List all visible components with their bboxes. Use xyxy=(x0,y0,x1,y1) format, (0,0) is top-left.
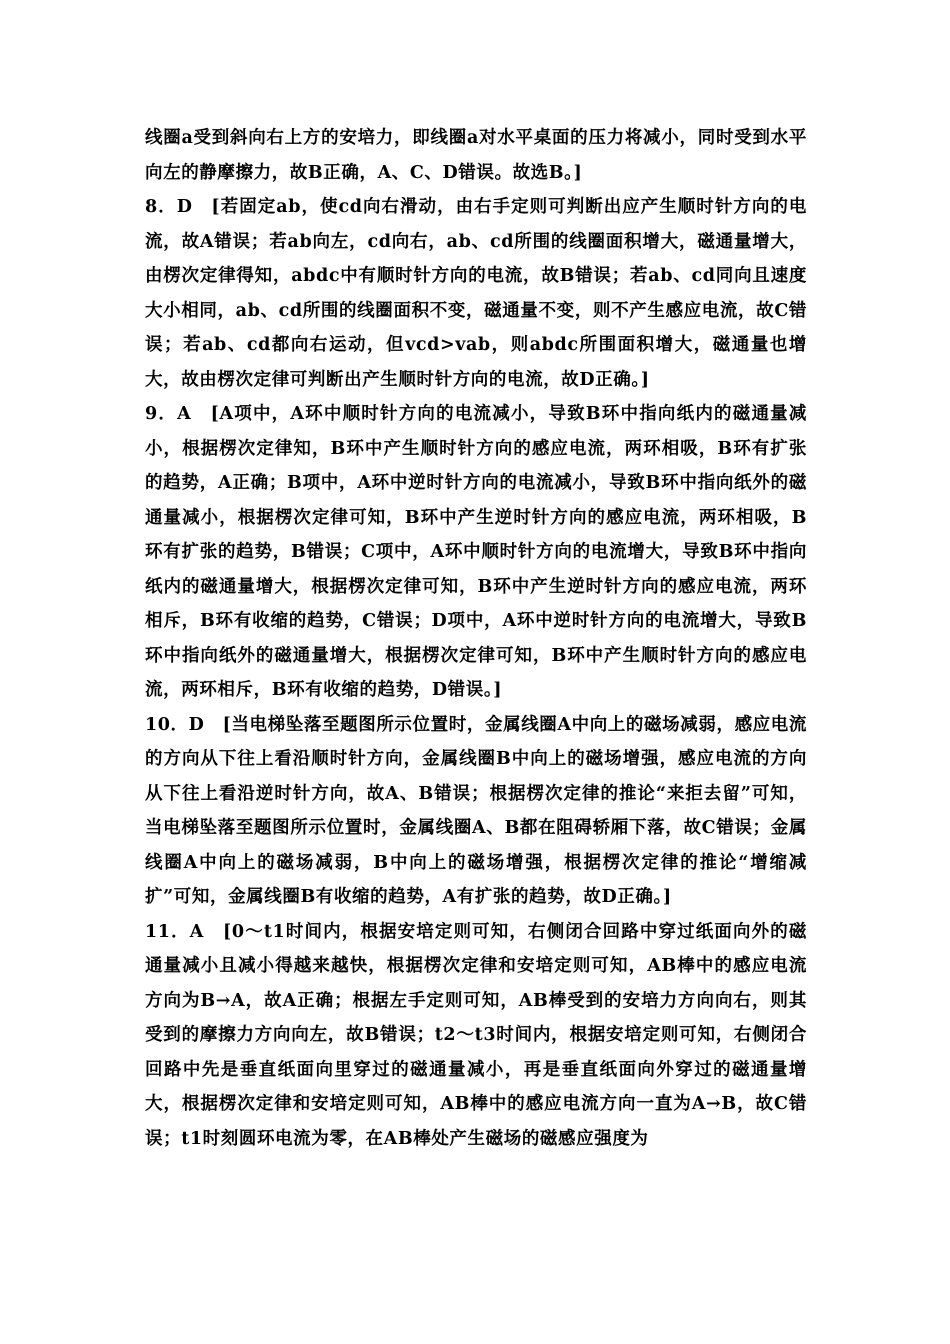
paragraph-answer-8: 8．D [若固定ab，使cd向右滑动，由右手定则可判断出应产生顺时针方向的电流，故A错误；若ab向左，cd向右，ab、cd所围的线圈面积增大，磁通量增大，由楞次定律得知，abdc中有顺时针方向的电流，故B错误；若ab、cd同向且速度大小相同，ab、cd所围的线圈面积不变，磁通量不变，则不产生感应电流，故C错误；若ab、cd都向右运动，但vcd>vab，则abdc所围面积增大，磁通量也增大，故由楞次定律可判断出产生顺时针方向的电流，故D正确。] xyxy=(145,197,807,390)
paragraph-answer-10: 10．D [当电梯坠落至题图所示位置时，金属线圈A中向上的磁场减弱，感应电流的方向从下往上看沿顺时针方向，金属线圈B中向上的磁场增强，感应电流的方向从下往上看沿逆时针方向，故A、B错误；根据楞次定律的推论“来拒去留”可知，当电梯坠落至题图所示位置时，金属线圈A、B都在阻碍轿厢下落，故C错误；金属线圈A中向上的磁场减弱，B中向上的磁场增强，根据楞次定律的推论“增缩减扩”可知，金属线圈B有收缩的趋势，A有扩张的趋势，故D正确。] xyxy=(145,714,807,907)
paragraph-answer-11: 11．A [0～t1时间内，根据安培定则可知，右侧闭合回路中穿过纸面向外的磁通量减小且减小得越来越快，根据楞次定律和安培定则可知，AB棒中的感应电流方向为B→A，故A正确；根据左手定则可知，AB棒受到的安培力方向向右，则其受到的摩擦力方向向左，故B错误；t2～t3时间内，根据安培定则可知，右侧闭合回路中先是垂直纸面向里穿过的磁通量减小，再是垂直纸面向外穿过的磁通量增大，根据楞次定律和安培定则可知，AB棒中的感应电流方向一直为A→B，故C错误；t1时刻圆环电流为零，在AB棒处产生磁场的磁感应强度为 xyxy=(145,921,807,1149)
answer-text-body xyxy=(145,121,807,1156)
paragraph-answer-9: 9．A [A项中，A环中顺时针方向的电流减小，导致B环中指向纸内的磁通量减小，根据楞次定律知，B环中产生顺时针方向的感应电流，两环相吸，B环有扩张的趋势，A正确；B项中，A环中逆时针方向的电流减小，导致B环中指向纸外的磁通量减小，根据楞次定律可知，B环中产生逆时针方向的感应电流，两环相吸，B环有扩张的趋势，B错误；C项中，A环中顺时针方向的电流增大，导致B环中指向纸内的磁通量增大，根据楞次定律可知，B环中产生逆时针方向的感应电流，两环相斥，B环有收缩的趋势，C错误；D项中，A环中逆时针方向的电流增大，导致B环中指向纸外的磁通量增大，根据楞次定律可知，B环中产生顺时针方向的感应电流，两环相斥，B环有收缩的趋势，D错误。] xyxy=(145,404,807,700)
paragraph-continuation-q7: 线圈a受到斜向右上方的安培力，即线圈a对水平桌面的压力将减小，同时受到水平向左的静摩擦力，故B正确，A、C、D错误。故选B。] xyxy=(145,128,807,183)
